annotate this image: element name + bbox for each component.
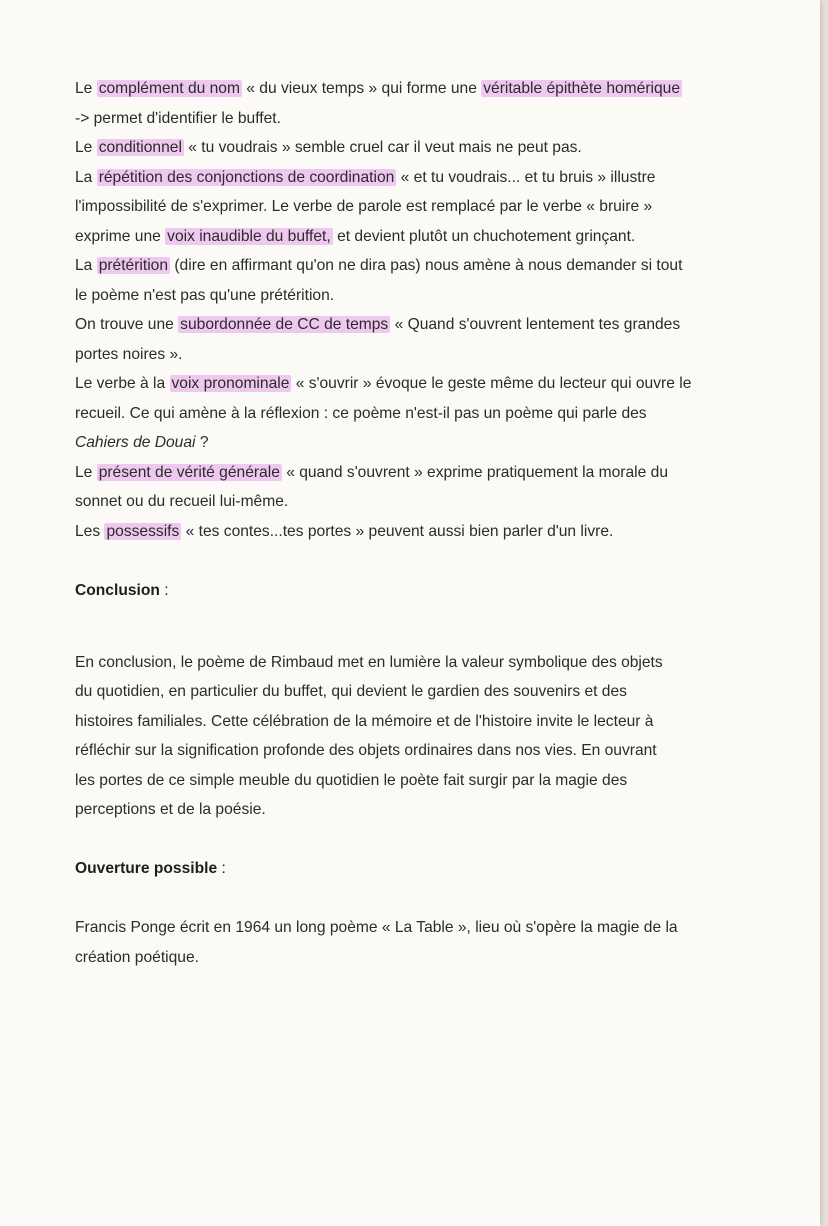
highlighted-term: complément du nom — [98, 80, 240, 97]
ouverture-line: Francis Ponge écrit en 1964 un long poème « La Table », lieu où s'opère la magie de la — [75, 919, 678, 936]
text-line: l'impossibilité de s'exprimer. Le verbe de parole est remplacé par le verbe « bruire » — [75, 198, 653, 215]
text-line: Le présent de vérité générale « quand s'ouvrent » exprime pratiquement la morale du — [75, 463, 668, 481]
conclusion-line: du quotidien, en particulier du buffet, qui devient le gardien des souvenirs et des — [75, 683, 627, 700]
highlighted-term: possessifs — [106, 522, 180, 540]
highlighted-term: subordonnée de CC de temps — [180, 316, 389, 333]
text-line: La prétérition (dire en affirmant qu'on ne dira pas) nous amène à nous demander si tout — [75, 257, 683, 274]
text-line: -> permet d'identifier le buffet. — [75, 109, 281, 127]
conclusion-line: histoires familiales. Cette célébration de la mémoire et de l'histoire invite le lecteur à — [75, 712, 654, 730]
ouverture-heading: Ouverture possible : — [75, 860, 226, 877]
text-line: Le verbe à la voix pronominale « s'ouvrir » évoque le geste même du lecteur qui ouvre le — [75, 375, 692, 392]
spacer — [75, 825, 777, 855]
document-text — [75, 74, 777, 972]
text-line: sonnet ou du recueil lui-même. — [75, 493, 289, 510]
text-line: portes noires ». — [75, 345, 183, 363]
text-line: exprime une voix inaudible du buffet, et devient plutôt un chuchotement grinçant. — [75, 227, 636, 245]
spacer — [75, 635, 777, 648]
text-line: On trouve une subordonnée de CC de temps « Quand s'ouvrent lentement tes grandes — [75, 316, 681, 333]
book-title: Cahiers de Douai — [75, 434, 196, 451]
conclusion-line: perceptions et de la poésie. — [75, 801, 266, 818]
conclusion-line: les portes de ce simple meuble du quotidien le poète fait surgir par la magie des — [75, 771, 628, 789]
text-line: Le complément du nom « du vieux temps » qui forme une véritable épithète homérique — [75, 80, 680, 97]
highlighted-term: voix pronominale — [171, 375, 290, 392]
spacer — [75, 605, 777, 635]
text-line: recueil. Ce qui amène à la réflexion : ce poème n'est-il pas un poème qui parle des — [75, 404, 647, 422]
spacer — [75, 546, 777, 576]
conclusion-heading: Conclusion : — [75, 581, 169, 599]
highlighted-term: voix inaudible du buffet, — [167, 227, 331, 245]
highlighted-term: conditionnel — [98, 139, 182, 156]
highlighted-term: répétition des conjonctions de coordination — [98, 168, 395, 186]
conclusion-line: En conclusion, le poème de Rimbaud met en lumière la valeur symbolique des objets — [75, 653, 663, 671]
conclusion-line: réfléchir sur la signification profonde des objets ordinaires dans nos vies. En ouvrant — [75, 742, 657, 759]
highlighted-term: prétérition — [98, 257, 169, 274]
highlighted-term: véritable épithète homérique — [483, 80, 680, 97]
spacer — [75, 884, 777, 914]
text-line: Les possessifs « tes contes...tes portes » peuvent aussi bien parler d'un livre. — [75, 522, 614, 540]
highlighted-term: présent de vérité générale — [98, 463, 280, 481]
text-line: le poème n'est pas qu'une prétérition. — [75, 286, 335, 304]
text-line: Cahiers de Douai ? — [75, 434, 209, 451]
text-line: Le conditionnel « tu voudrais » semble cruel car il veut mais ne peut pas. — [75, 139, 582, 156]
text-line: La répétition des conjonctions de coordination « et tu voudrais... et tu bruis » illustre — [75, 168, 656, 186]
ouverture-line: création poétique. — [75, 948, 199, 966]
